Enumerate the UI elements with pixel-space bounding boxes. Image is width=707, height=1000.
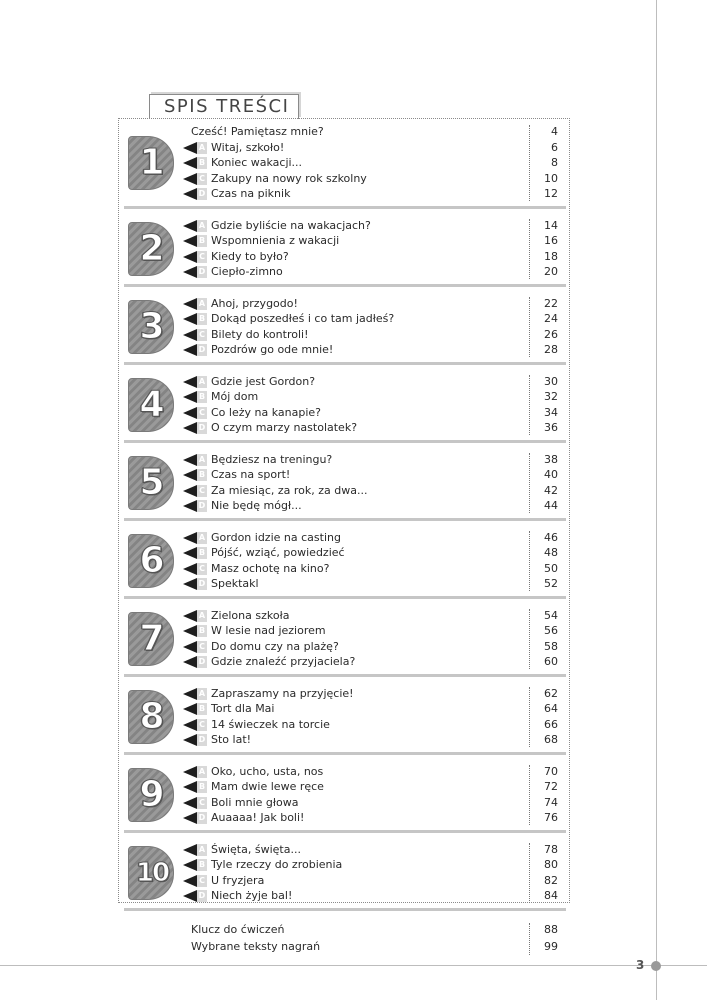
- lesson-title: Kiedy to było?: [211, 249, 289, 263]
- lesson-marker-icon: [183, 220, 197, 232]
- page-column-divider: [529, 125, 530, 201]
- lesson-letter: D: [198, 189, 206, 198]
- lesson-title: Za miesiąc, za rok, za dwa...: [211, 483, 368, 497]
- lesson-title: Tyle rzeczy do zrobienia: [211, 858, 343, 871]
- lesson-page-number: 60: [544, 655, 558, 668]
- margin-rule-horizontal: [0, 965, 707, 966]
- lesson-title: Koniec wakacji...: [211, 156, 303, 169]
- lesson-page-number: 34: [544, 405, 558, 419]
- lesson-marker-icon: [183, 734, 197, 746]
- lesson-page-number: 40: [544, 468, 558, 481]
- unit-separator: [124, 596, 566, 599]
- unit-number: 5: [139, 461, 165, 503]
- lesson-title: Masz ochotę na kino?: [211, 561, 330, 575]
- lesson-letter: D: [198, 657, 206, 666]
- lesson-marker-icon: [183, 844, 197, 856]
- lesson-page-number: 4: [551, 125, 558, 138]
- lesson-page-number: 20: [544, 265, 558, 278]
- lesson-page-number: 14: [544, 218, 558, 232]
- lesson-title: 14 świeczek na torcie: [211, 717, 330, 731]
- extra-title: Wybrane teksty nagrań: [191, 940, 321, 953]
- unit-number-badge: [128, 378, 174, 432]
- unit-number: 10: [135, 857, 169, 888]
- page-number: 3: [636, 958, 645, 972]
- lesson-title: Tort dla Mai: [211, 702, 275, 715]
- lesson-marker-icon: [183, 454, 197, 466]
- page-column-divider: [529, 375, 530, 435]
- lesson-page-number: 62: [544, 686, 558, 700]
- unit-number-badge: [128, 300, 174, 354]
- unit-separator: [124, 518, 566, 521]
- page-column-divider: [529, 923, 530, 955]
- unit-separator: [124, 752, 566, 755]
- lesson-letter: B: [198, 470, 206, 479]
- lesson-letter: B: [198, 704, 206, 713]
- page-column-divider: [529, 687, 530, 747]
- lesson-page-number: 28: [544, 343, 558, 356]
- lesson-title: Oko, ucho, usta, nos: [211, 764, 324, 778]
- lesson-title: Cześć! Pamiętasz mnie?: [191, 125, 324, 138]
- lesson-page-number: 80: [544, 858, 558, 871]
- lesson-marker-icon: [183, 890, 197, 902]
- lesson-page-number: 48: [544, 546, 558, 559]
- unit-number: 3: [139, 305, 165, 347]
- lesson-title: Bilety do kontroli!: [211, 327, 309, 341]
- unit-number-badge: [128, 612, 174, 666]
- lesson-marker-icon: [183, 656, 197, 668]
- extra-page-number: 99: [544, 940, 558, 953]
- unit-separator: [124, 362, 566, 365]
- lesson-marker-icon: [183, 344, 197, 356]
- lesson-page-number: 30: [544, 374, 558, 388]
- lesson-marker-icon: [183, 859, 197, 871]
- lesson-letter: C: [197, 251, 207, 263]
- lesson-marker-icon: [183, 251, 197, 263]
- lesson-marker-icon: [183, 812, 197, 824]
- unit-separator: [124, 440, 566, 443]
- lesson-title: Zapraszamy na przyjęcie!: [211, 686, 354, 700]
- unit-number: 8: [139, 695, 165, 737]
- margin-rule-vertical: [656, 0, 657, 1000]
- lesson-title: Gdzie jest Gordon?: [211, 374, 316, 388]
- lesson-marker-icon: [183, 188, 197, 200]
- lesson-title: Czas na sport!: [211, 468, 291, 481]
- page-dot-icon: [651, 961, 661, 971]
- lesson-page-number: 56: [544, 624, 558, 637]
- lesson-letter: A: [198, 142, 206, 152]
- lesson-title: Czas na piknik: [211, 187, 291, 200]
- extra-title: Klucz do ćwiczeń: [191, 922, 285, 936]
- lesson-page-number: 50: [544, 561, 558, 575]
- lesson-page-number: 44: [544, 499, 558, 512]
- lesson-page-number: 36: [544, 421, 558, 434]
- lesson-letter: D: [198, 579, 206, 588]
- lesson-letter: B: [198, 860, 206, 869]
- lesson-page-number: 58: [544, 639, 558, 653]
- extra-page-number: 88: [544, 922, 558, 936]
- lesson-marker-icon: [183, 703, 197, 715]
- unit-separator: [124, 674, 566, 677]
- lesson-letter: C: [197, 641, 207, 653]
- lesson-letter: B: [198, 158, 206, 167]
- lesson-marker-icon: [183, 485, 197, 497]
- lesson-title: Pozdrów go ode mnie!: [211, 343, 334, 356]
- lesson-title: Pójść, wziąć, powiedzieć: [211, 546, 345, 559]
- lesson-marker-icon: [183, 688, 197, 700]
- lesson-title: O czym marzy nastolatek?: [211, 421, 358, 434]
- lesson-title: Zakupy na nowy rok szkolny: [211, 171, 367, 185]
- lesson-title: Witaj, szkoło!: [211, 140, 285, 154]
- unit-number: 4: [139, 383, 165, 425]
- lesson-marker-icon: [183, 142, 197, 154]
- lesson-letter: A: [198, 532, 206, 542]
- lesson-letter: D: [198, 345, 206, 354]
- lesson-title: Boli mnie głowa: [211, 795, 299, 809]
- title-tab: [149, 94, 299, 119]
- lesson-page-number: 26: [544, 327, 558, 341]
- lesson-page-number: 52: [544, 577, 558, 590]
- lesson-marker-icon: [183, 610, 197, 622]
- lesson-letter: C: [197, 329, 207, 341]
- lesson-title: W lesie nad jeziorem: [211, 624, 326, 637]
- unit-number: 1: [139, 141, 165, 183]
- lesson-title: Spektakl: [211, 577, 259, 590]
- lesson-letter: A: [198, 298, 206, 308]
- lesson-letter: A: [198, 376, 206, 386]
- unit-separator: [124, 830, 566, 833]
- unit-number-badge: [128, 222, 174, 276]
- lesson-marker-icon: [183, 157, 197, 169]
- unit-separator: [124, 206, 566, 209]
- unit-number: 7: [139, 617, 165, 659]
- lesson-title: Nie będę mógł...: [211, 499, 302, 512]
- lesson-marker-icon: [183, 266, 197, 278]
- unit-number-badge: [128, 846, 174, 900]
- lesson-page-number: 46: [544, 530, 558, 544]
- lesson-title: Gdzie znaleźć przyjaciela?: [211, 655, 356, 668]
- lesson-letter: B: [198, 782, 206, 791]
- lesson-letter: A: [198, 610, 206, 620]
- lesson-letter: C: [197, 875, 207, 887]
- lesson-page-number: 76: [544, 811, 558, 824]
- unit-number: 9: [139, 773, 165, 815]
- unit-number-badge: [128, 136, 174, 190]
- unit-separator: [124, 908, 566, 911]
- lesson-letter: C: [197, 563, 207, 575]
- lesson-letter: A: [198, 220, 206, 230]
- page-column-divider: [529, 609, 530, 669]
- lesson-letter: D: [198, 267, 206, 276]
- unit-number-badge: [128, 768, 174, 822]
- lesson-title: Gdzie byliście na wakacjach?: [211, 218, 371, 232]
- lesson-marker-icon: [183, 563, 197, 575]
- lesson-marker-icon: [183, 391, 197, 403]
- lesson-marker-icon: [183, 875, 197, 887]
- lesson-marker-icon: [183, 329, 197, 341]
- unit-number-badge: [128, 456, 174, 510]
- lesson-marker-icon: [183, 719, 197, 731]
- lesson-title: Auaaaa! Jak boli!: [211, 811, 305, 824]
- lesson-marker-icon: [183, 781, 197, 793]
- lesson-page-number: 78: [544, 842, 558, 856]
- lesson-marker-icon: [183, 532, 197, 544]
- page-title: SPIS TREŚCI: [164, 96, 290, 117]
- unit-number-badge: [128, 690, 174, 744]
- page-column-divider: [529, 219, 530, 279]
- lesson-page-number: 64: [544, 702, 558, 715]
- lesson-page-number: 10: [544, 171, 558, 185]
- lesson-title: Dokąd poszedłeś i co tam jadłeś?: [211, 312, 395, 325]
- lesson-marker-icon: [183, 313, 197, 325]
- lesson-page-number: 22: [544, 296, 558, 310]
- lesson-letter: B: [198, 626, 206, 635]
- lesson-title: Zielona szkoła: [211, 608, 290, 622]
- lesson-page-number: 72: [544, 780, 558, 793]
- lesson-title: Będziesz na treningu?: [211, 452, 333, 466]
- lesson-letter: C: [197, 797, 207, 809]
- lesson-page-number: 66: [544, 717, 558, 731]
- lesson-marker-icon: [183, 235, 197, 247]
- lesson-letter: B: [198, 392, 206, 401]
- lesson-page-number: 68: [544, 733, 558, 746]
- unit-number: 2: [139, 227, 165, 269]
- lesson-letter: C: [197, 719, 207, 731]
- lesson-marker-icon: [183, 625, 197, 637]
- lesson-letter: A: [198, 454, 206, 464]
- lesson-marker-icon: [183, 547, 197, 559]
- lesson-page-number: 16: [544, 234, 558, 247]
- lesson-letter: C: [197, 407, 207, 419]
- lesson-letter: D: [198, 501, 206, 510]
- unit-separator: [124, 284, 566, 287]
- lesson-title: Sto lat!: [211, 733, 252, 746]
- page-column-divider: [529, 765, 530, 825]
- lesson-page-number: 12: [544, 187, 558, 200]
- lesson-marker-icon: [183, 578, 197, 590]
- lesson-page-number: 6: [551, 140, 558, 154]
- lesson-title: Gordon idzie na casting: [211, 530, 341, 544]
- lesson-page-number: 24: [544, 312, 558, 325]
- lesson-page-number: 84: [544, 889, 558, 902]
- lesson-page-number: 54: [544, 608, 558, 622]
- lesson-title: Do domu czy na plażę?: [211, 639, 339, 653]
- lesson-letter: C: [197, 173, 207, 185]
- lesson-page-number: 74: [544, 795, 558, 809]
- lesson-marker-icon: [183, 500, 197, 512]
- lesson-letter: A: [198, 844, 206, 854]
- page-column-divider: [529, 843, 530, 903]
- lesson-letter: C: [197, 485, 207, 497]
- lesson-marker-icon: [183, 766, 197, 778]
- lesson-letter: B: [198, 548, 206, 557]
- lesson-letter: A: [198, 688, 206, 698]
- page-column-divider: [529, 297, 530, 357]
- lesson-title: Mam dwie lewe ręce: [211, 780, 324, 793]
- lesson-marker-icon: [183, 797, 197, 809]
- lesson-page-number: 42: [544, 483, 558, 497]
- lesson-marker-icon: [183, 298, 197, 310]
- lesson-marker-icon: [183, 376, 197, 388]
- lesson-marker-icon: [183, 173, 197, 185]
- lesson-letter: A: [198, 766, 206, 776]
- lesson-title: Ahoj, przygodo!: [211, 296, 298, 310]
- lesson-letter: B: [198, 314, 206, 323]
- unit-number-badge: [128, 534, 174, 588]
- lesson-letter: D: [198, 423, 206, 432]
- lesson-page-number: 70: [544, 764, 558, 778]
- lesson-marker-icon: [183, 407, 197, 419]
- lesson-page-number: 38: [544, 452, 558, 466]
- lesson-title: Ciepło-zimno: [211, 265, 283, 278]
- lesson-marker-icon: [183, 469, 197, 481]
- lesson-title: Mój dom: [211, 390, 259, 403]
- lesson-marker-icon: [183, 641, 197, 653]
- lesson-title: Co leży na kanapie?: [211, 405, 321, 419]
- lesson-letter: D: [198, 735, 206, 744]
- lesson-page-number: 82: [544, 873, 558, 887]
- lesson-page-number: 32: [544, 390, 558, 403]
- lesson-letter: B: [198, 236, 206, 245]
- lesson-title: U fryzjera: [211, 873, 265, 887]
- lesson-marker-icon: [183, 422, 197, 434]
- page-column-divider: [529, 453, 530, 513]
- unit-number: 6: [139, 539, 165, 581]
- lesson-title: Wspomnienia z wakacji: [211, 234, 340, 247]
- lesson-page-number: 8: [551, 156, 558, 169]
- lesson-letter: D: [198, 891, 206, 900]
- lesson-page-number: 18: [544, 249, 558, 263]
- lesson-title: Święta, święta...: [211, 842, 301, 856]
- lesson-title: Niech żyje bal!: [211, 889, 293, 902]
- lesson-letter: D: [198, 813, 206, 822]
- page-column-divider: [529, 531, 530, 591]
